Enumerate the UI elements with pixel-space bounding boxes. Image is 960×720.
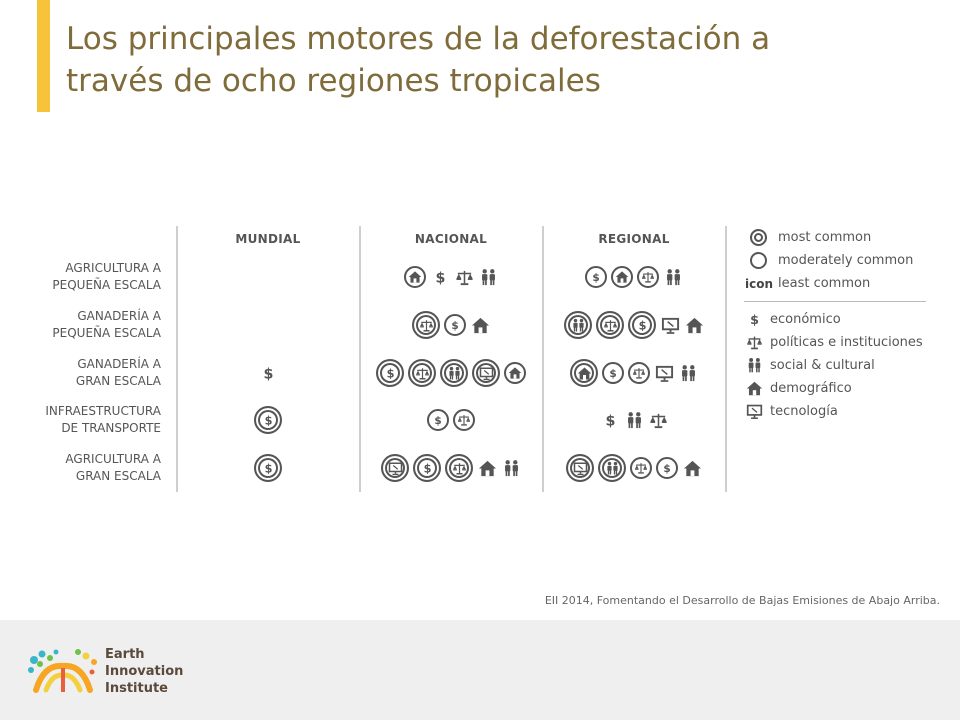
economico-icon — [413, 454, 441, 482]
tecnologia-icon — [654, 363, 674, 383]
cell-regional — [544, 406, 724, 434]
row-label-line: GANADERÍA A — [77, 357, 161, 371]
social-icon — [744, 356, 764, 376]
row-label-line: AGRICULTURA A — [65, 452, 161, 466]
politicas-icon — [744, 333, 764, 353]
economico-icon — [427, 409, 449, 431]
economico-icon — [600, 410, 620, 430]
row-label-line: INFRAESTRUCTURA — [45, 404, 161, 418]
politicas-icon — [408, 359, 436, 387]
cell-nacional — [361, 359, 541, 387]
source-citation: EII 2014, Fomentando el Desarrollo de Bajas Emisiones de Abajo Arriba. — [544, 594, 940, 607]
svg-text:$: $ — [605, 413, 615, 430]
economico-icon — [258, 363, 278, 383]
svg-text:$: $ — [609, 367, 617, 380]
social-icon — [624, 410, 644, 430]
economico-icon — [585, 266, 607, 288]
svg-text:$: $ — [264, 462, 272, 476]
economico-icon — [430, 267, 450, 287]
demografico-icon — [744, 379, 764, 399]
divider-line — [725, 226, 727, 492]
svg-text:$: $ — [592, 271, 600, 284]
column-header-nacional: NACIONAL — [414, 232, 488, 246]
cell-regional — [544, 263, 724, 291]
logo-wordmark — [105, 646, 183, 697]
tecnologia-icon — [744, 402, 764, 422]
logo-line: Innovation — [105, 664, 184, 679]
cell-nacional — [361, 406, 541, 434]
demografico-icon — [682, 458, 702, 478]
title-line-1: Los principales motores de la deforestación a — [66, 21, 771, 57]
social-icon — [598, 454, 626, 482]
politicas-icon — [630, 457, 652, 479]
row-label-line: DE TRANSPORTE — [61, 421, 161, 435]
row-label — [10, 308, 161, 342]
tecnologia-icon — [566, 454, 594, 482]
demografico-icon — [570, 359, 598, 387]
demografico-icon — [611, 266, 633, 288]
cell-mundial — [178, 311, 358, 339]
demografico-icon — [477, 458, 497, 478]
row-label — [10, 356, 161, 390]
tecnologia-icon — [381, 454, 409, 482]
economico-icon — [444, 314, 466, 336]
legend-label: políticas e instituciones — [770, 335, 923, 350]
legend-label: moderately common — [778, 253, 914, 268]
row-label-line: GANADERÍA A — [77, 309, 161, 323]
svg-text:$: $ — [423, 462, 431, 476]
row-label-line: GRAN ESCALA — [75, 374, 161, 388]
svg-text:$: $ — [749, 313, 759, 328]
legend-demografico — [744, 377, 934, 400]
demografico-icon — [504, 362, 526, 384]
cell-mundial — [178, 454, 358, 482]
economico-icon — [254, 454, 282, 482]
politicas-icon — [453, 409, 475, 431]
social-icon — [440, 359, 468, 387]
economico-icon — [602, 362, 624, 384]
demografico-icon — [470, 315, 490, 335]
legend-social — [744, 354, 934, 377]
politicas-icon — [637, 266, 659, 288]
cell-nacional — [361, 311, 541, 339]
svg-text:$: $ — [263, 366, 273, 383]
row-label-line: PEQUEÑA ESCALA — [52, 278, 161, 292]
legend-economico — [744, 308, 934, 331]
tecnologia-icon — [472, 359, 500, 387]
politicas-icon — [628, 362, 650, 384]
cell-regional — [544, 454, 724, 482]
svg-text:$: $ — [451, 319, 459, 332]
politicas-icon — [412, 311, 440, 339]
demografico-icon — [684, 315, 704, 335]
politicas-icon — [454, 267, 474, 287]
social-icon — [478, 267, 498, 287]
cell-mundial — [178, 406, 358, 434]
economico-icon — [656, 457, 678, 479]
legend-label: demográfico — [770, 381, 852, 396]
legend-politicas — [744, 331, 934, 354]
legend-most-common — [744, 226, 934, 249]
legend-label: most common — [778, 230, 872, 245]
row-label-line: PEQUEÑA ESCALA — [52, 326, 161, 340]
svg-text:$: $ — [434, 414, 442, 427]
row-label — [10, 451, 161, 485]
politicas-icon — [648, 410, 668, 430]
title-line-2: través de ocho regiones tropicales — [66, 63, 601, 99]
logo-line: Institute — [105, 681, 169, 696]
cell-regional — [544, 359, 724, 387]
politicas-icon — [445, 454, 473, 482]
svg-text:$: $ — [638, 319, 646, 333]
column-header-regional: REGIONAL — [598, 232, 670, 246]
ring-icon — [750, 252, 767, 269]
social-icon — [663, 267, 683, 287]
legend-tecnologia — [744, 400, 934, 423]
cell-mundial — [178, 359, 358, 387]
column-header-mundial: MUNDIAL — [235, 232, 301, 246]
legend-moderately-common — [744, 249, 934, 272]
social-icon — [564, 311, 592, 339]
title-accent-bar — [37, 0, 50, 112]
row-label — [10, 403, 161, 437]
demografico-icon — [404, 266, 426, 288]
legend-label: social & cultural — [770, 358, 875, 373]
cell-nacional — [361, 263, 541, 291]
economico-icon — [744, 310, 764, 330]
double-ring-icon — [750, 229, 767, 246]
legend-label: least common — [778, 276, 871, 291]
svg-text:$: $ — [264, 414, 272, 428]
logo-line: Earth — [105, 647, 145, 662]
social-icon — [678, 363, 698, 383]
politicas-icon — [596, 311, 624, 339]
legend-label: tecnología — [770, 404, 838, 419]
cell-regional — [544, 311, 724, 339]
svg-text:$: $ — [435, 270, 445, 287]
economico-icon — [376, 359, 404, 387]
tecnologia-icon — [660, 315, 680, 335]
row-label — [10, 260, 161, 294]
legend-least-common — [744, 272, 934, 295]
economico-icon — [628, 311, 656, 339]
svg-text:$: $ — [386, 367, 394, 381]
cell-mundial — [178, 263, 358, 291]
earth-innovation-logo — [26, 646, 100, 696]
row-label-line: AGRICULTURA A — [65, 261, 161, 275]
row-label-line: GRAN ESCALA — [75, 469, 161, 483]
economico-icon — [254, 406, 282, 434]
cell-nacional — [361, 454, 541, 482]
page-title — [66, 18, 866, 102]
legend — [744, 226, 934, 423]
legend-divider — [744, 301, 926, 302]
social-icon — [501, 458, 521, 478]
legend-icon-word: icon — [745, 276, 774, 291]
svg-text:$: $ — [663, 462, 671, 475]
legend-label: económico — [770, 312, 841, 327]
